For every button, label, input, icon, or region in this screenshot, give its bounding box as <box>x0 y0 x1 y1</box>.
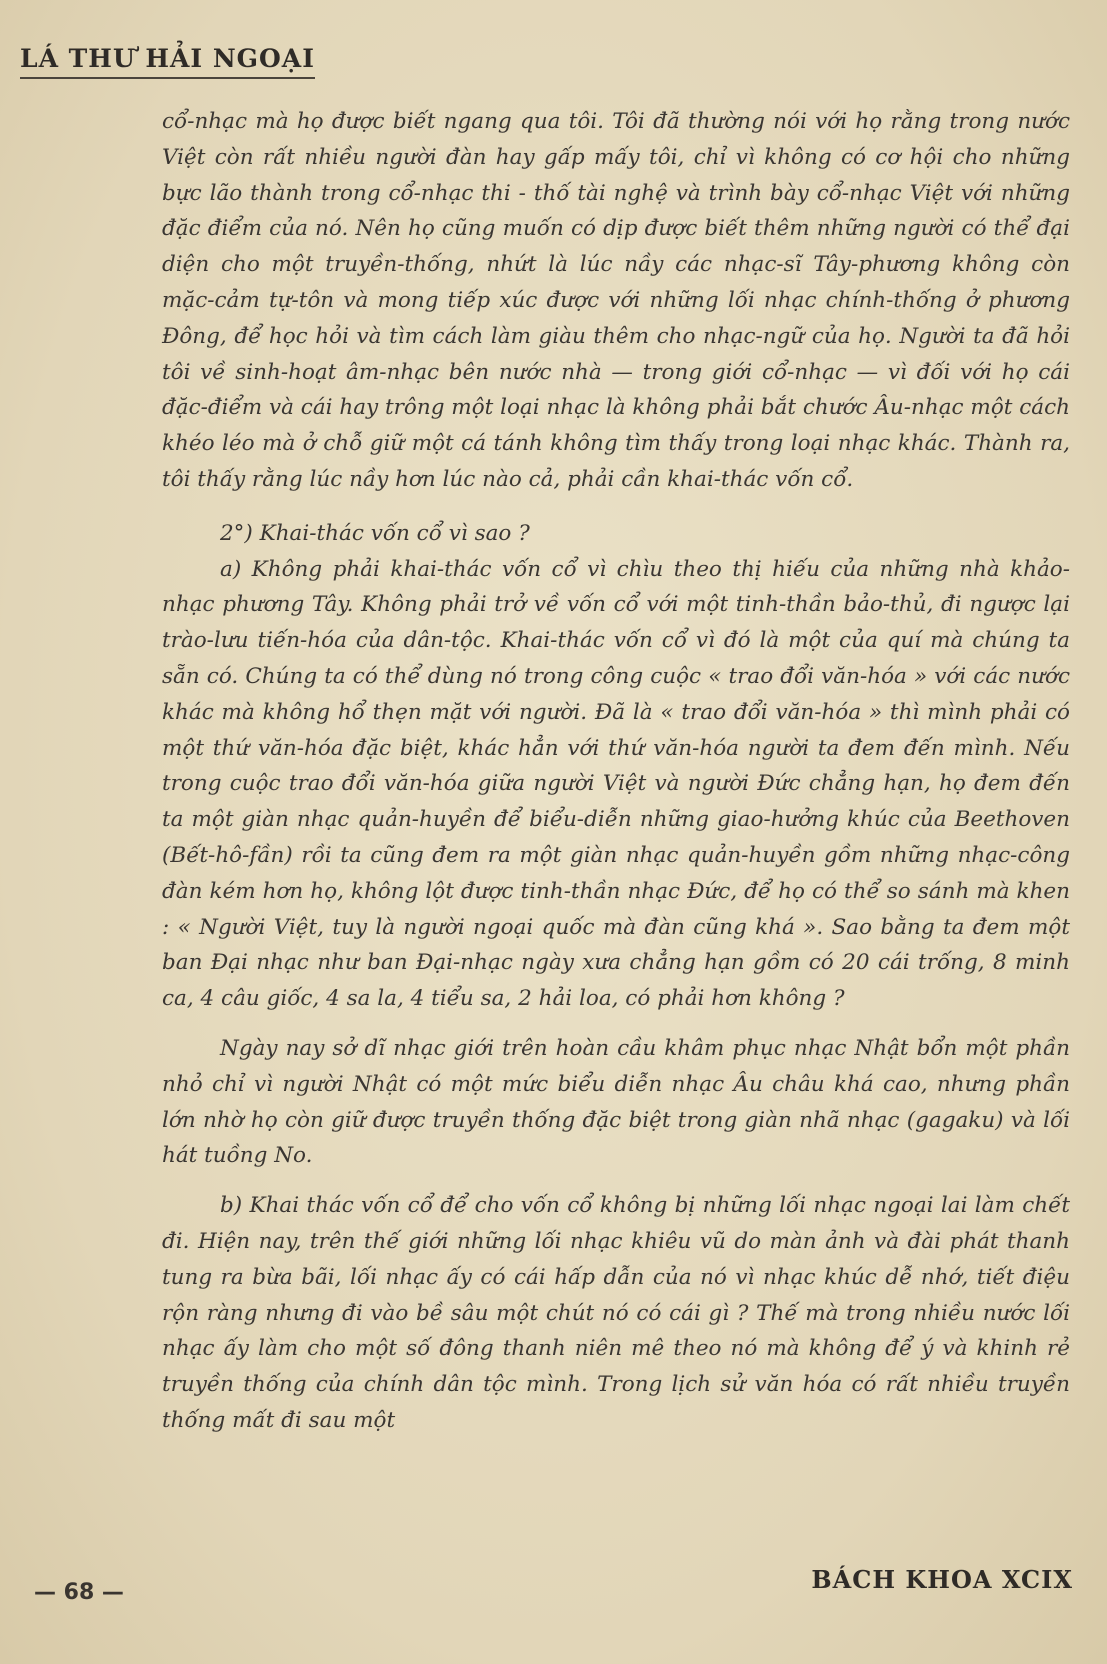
paragraph-a: a) Không phải khai-thác vốn cổ vì chìu theo thị hiếu của những nhà khảo-nhạc phương Tây. Không phải trở về vốn cổ với một tinh-thần bảo-thủ, đi ngược lại trào-lưu tiến-hóa của dân-tộc. Khai-thác vốn cổ vì đó là một của quí mà chúng ta sẵn có. Chúng ta có thể dùng nó trong công cuộc « trao đổi văn-hóa » với các nước khác mà không hổ thẹn mặt với người. Đã là « trao đổi văn-hóa » thì mình phải có một thứ văn-hóa đặc biệt, khác hẳn với thứ văn-hóa người ta đem đến mình. Nếu trong cuộc trao đổi văn-hóa giữa người Việt và người Đức chẳng hạn, họ đem đến ta một giàn nhạc quản-huyền để biểu-diễn những giao-hưởng khúc của Beethoven (Bết-hô-fần) rồi ta cũng đem ra một giàn nhạc quản-huyền gồm những nhạc-công đàn kém hơn họ, không lột được tinh-thần nhạc Đức, để họ có thể so sánh mà khen : « Người Việt, tuy là người ngoại quốc mà đàn cũng khá ». Sao bằng ta đem một ban Đại nhạc như ban Đại-nhạc ngày xưa chẳng hạn gồm có 20 cái trống, 8 minh ca, 4 câu giốc, 4 sa la, 4 tiểu sa, 2 hải loa, có phải hơn không ? <box>162 556 1070 1012</box>
paragraph-b: b) Khai thác vốn cổ để cho vốn cổ không bị những lối nhạc ngoại lai làm chết đi. Hiện nay, trên thế giới những lối nhạc khiêu vũ do màn ảnh và đài phát thanh tung ra bừa bãi, lối nhạc ấy có cái hấp dẫn của nó vì nhạc khúc dễ nhớ, tiết điệu rộn ràng nhưng đi vào bề sâu một chút nó có cái gì ? Thế mà trong nhiều nước lối nhạc ấy làm cho một số đông thanh niên mê theo nó mà không để ý và khinh rẻ truyền thống của chính dân tộc mình. Trong lịch sử văn hóa có rất nhiều truyền thống mất đi sau một <box>162 1193 1070 1433</box>
page-number: — 68 — <box>34 1580 124 1605</box>
publication-title: BÁCH KHOA XCIX <box>811 1565 1073 1594</box>
paragraph-continuation: cổ-nhạc mà họ được biết ngang qua tôi. Tôi đã thường nói với họ rằng trong nước Việt còn rất nhiều người đàn hay gấp mấy tôi, chỉ vì không có cơ hội cho những bực lão thành trong cổ-nhạc thi - thố tài nghệ và trình bày cổ-nhạc Việt với những đặc điểm của nó. Nên họ cũng muốn có dịp được biết thêm những người có thể đại diện cho một truyền-thống, nhứt là lúc nầy các nhạc-sĩ Tây-phương không còn mặc-cảm tự-tôn và mong tiếp xúc được với những lối nhạc chính-thống ở phương Đông, để học hỏi và tìm cách làm giàu thêm cho nhạc-ngữ của họ. Người ta đã hỏi tôi về sinh-hoạt âm-nhạc bên nước nhà — trong giới cổ-nhạc — vì đối với họ cái đặc-điểm và cái hay trông một loại nhạc là không phải bắt chước Âu-nhạc một cách khéo léo mà ở chỗ giữ một cá tánh không tìm thấy trong loại nhạc khác. Thành ra, tôi thấy rằng lúc nầy hơn lúc nào cả, phải cần khai-thác vốn cổ. <box>162 109 1070 492</box>
paragraph-japan: Ngày nay sở dĩ nhạc giới trên hoàn cầu khâm phục nhạc Nhật bổn một phần nhỏ chỉ vì người Nhật có một mức biểu diễn nhạc Âu châu khá cao, nhưng phần lớn nhờ họ còn giữ được truyền thống đặc biệt trong giàn nhã nhạc (gagaku) và lối hát tuồng No. <box>162 1035 1070 1169</box>
section-header: LÁ THƯ HẢI NGOẠI <box>20 44 315 79</box>
article-body <box>162 104 1070 1439</box>
section-heading-2: 2°) Khai-thác vốn cổ vì sao ? <box>220 520 530 546</box>
